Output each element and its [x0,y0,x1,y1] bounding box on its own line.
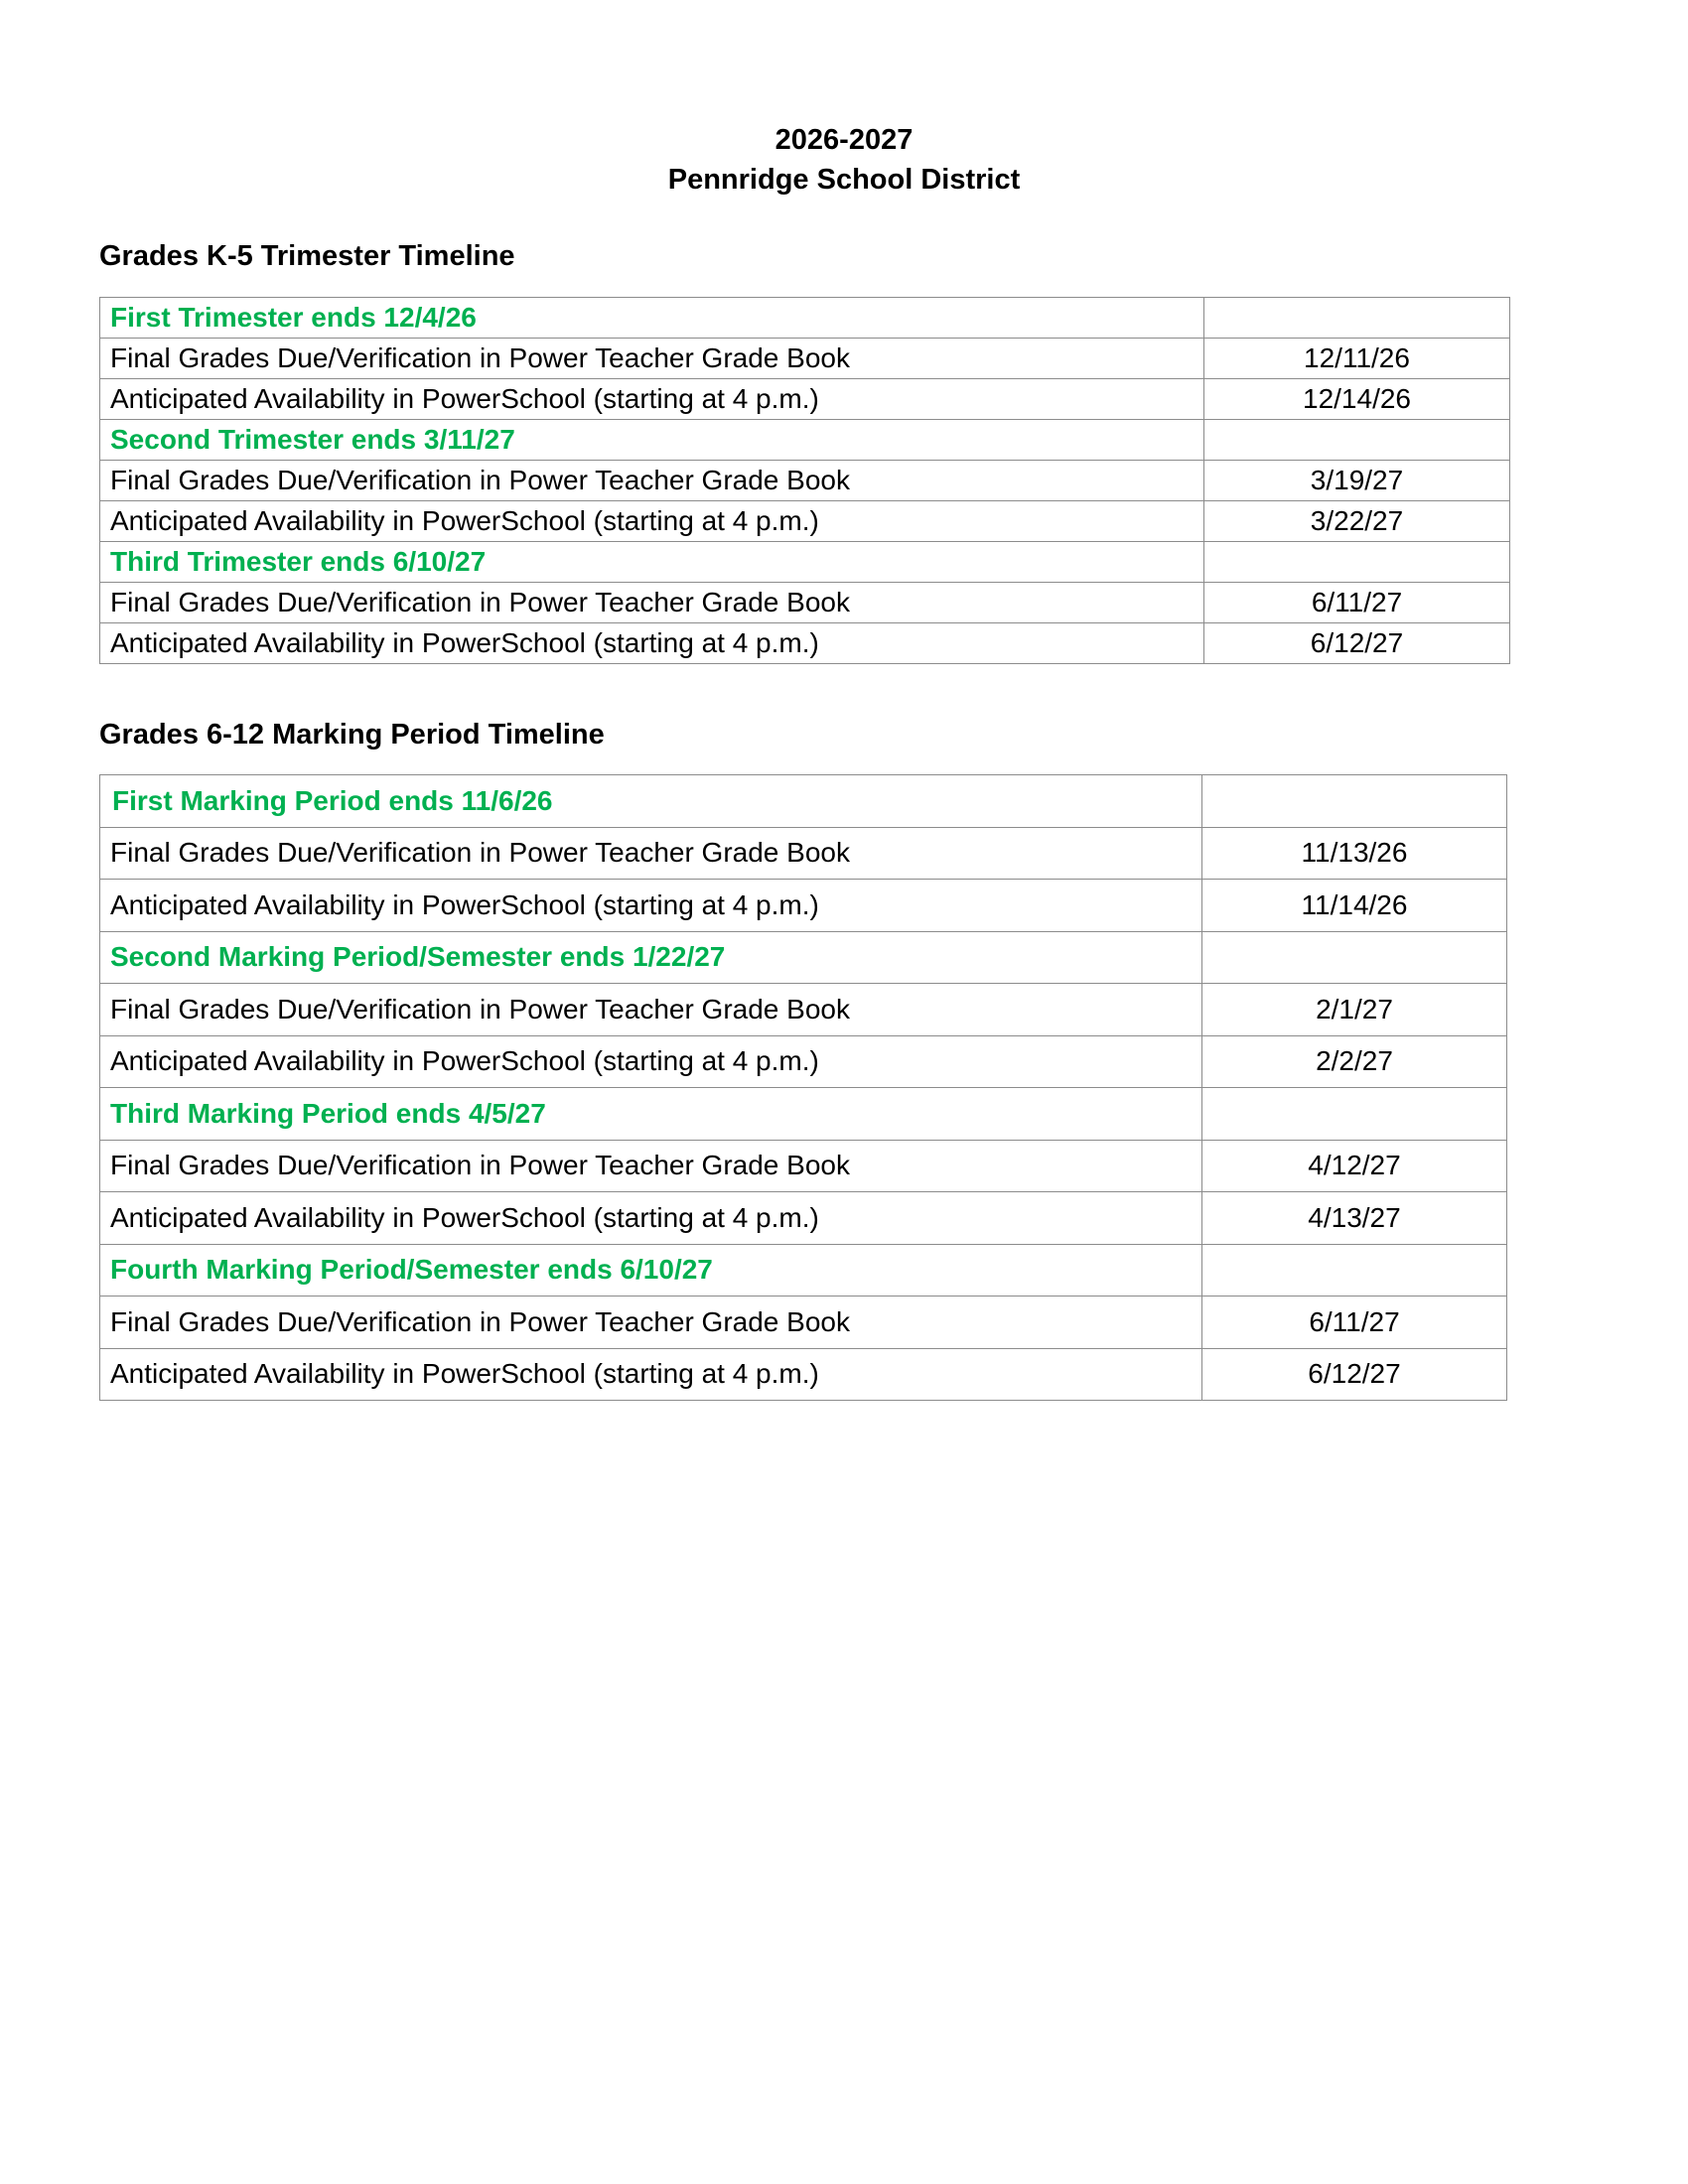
row-label: Final Grades Due/Verification in Power Teacher Grade Book [100,461,1204,501]
date-cell [1202,775,1507,828]
period-row [100,775,1507,828]
table-row [100,1140,1507,1192]
date-cell: 4/13/27 [1202,1192,1507,1245]
table-row [100,379,1510,420]
table-row [100,984,1507,1036]
date-cell [1204,298,1510,339]
period-row [100,420,1510,461]
grades-6-12-section-heading: Grades 6-12 Marking Period Timeline [99,719,605,751]
table-row [100,827,1507,880]
table-row [100,1192,1507,1245]
date-cell: 11/13/26 [1202,827,1507,880]
table-row [100,583,1510,623]
school-year-title: 2026-2027 [774,124,914,156]
date-cell [1204,542,1510,583]
date-cell: 6/11/27 [1204,583,1510,623]
date-cell [1202,1088,1507,1141]
period-row [100,931,1507,984]
page-header [0,120,1688,200]
district-title: Pennridge School District [667,164,1021,196]
date-cell: 2/1/27 [1202,984,1507,1036]
period-label: First Marking Period ends 11/6/26 [100,775,1202,828]
row-label: Final Grades Due/Verification in Power Teacher Grade Book [100,1297,1202,1349]
period-row [100,1244,1507,1297]
row-label: Final Grades Due/Verification in Power Teacher Grade Book [100,1140,1202,1192]
period-row [100,298,1510,339]
table-row [100,339,1510,379]
table-row [100,1348,1507,1401]
row-label: Final Grades Due/Verification in Power Teacher Grade Book [100,827,1202,880]
row-label: Final Grades Due/Verification in Power Teacher Grade Book [100,339,1204,379]
period-row [100,542,1510,583]
date-cell: 6/12/27 [1202,1348,1507,1401]
table-row [100,501,1510,542]
row-label: Final Grades Due/Verification in Power Teacher Grade Book [100,583,1204,623]
table-row [100,880,1507,932]
row-label: Anticipated Availability in PowerSchool (starting at 4 p.m.) [100,1192,1202,1245]
date-cell: 12/14/26 [1204,379,1510,420]
row-label: Anticipated Availability in PowerSchool (starting at 4 p.m.) [100,379,1204,420]
row-label: Anticipated Availability in PowerSchool (starting at 4 p.m.) [100,501,1204,542]
period-label: Second Marking Period/Semester ends 1/22/27 [100,931,1202,984]
table-row [100,623,1510,664]
date-cell: 2/2/27 [1202,1035,1507,1088]
date-cell: 12/11/26 [1204,339,1510,379]
period-label: First Trimester ends 12/4/26 [100,298,1204,339]
date-cell [1202,931,1507,984]
k5-trimester-table [99,297,1510,664]
row-label: Anticipated Availability in PowerSchool (starting at 4 p.m.) [100,880,1202,932]
date-cell [1202,1244,1507,1297]
period-label: Fourth Marking Period/Semester ends 6/10/27 [100,1244,1202,1297]
k5-section-heading: Grades K-5 Trimester Timeline [99,240,515,272]
period-label: Second Trimester ends 3/11/27 [100,420,1204,461]
table-row [100,1035,1507,1088]
date-cell [1204,420,1510,461]
period-label: Third Trimester ends 6/10/27 [100,542,1204,583]
period-row [100,1088,1507,1141]
date-cell: 11/14/26 [1202,880,1507,932]
table-row [100,461,1510,501]
grades-6-12-marking-period-table [99,774,1507,1401]
row-label: Final Grades Due/Verification in Power Teacher Grade Book [100,984,1202,1036]
period-label: Third Marking Period ends 4/5/27 [100,1088,1202,1141]
row-label: Anticipated Availability in PowerSchool (starting at 4 p.m.) [100,623,1204,664]
date-cell: 6/11/27 [1202,1297,1507,1349]
date-cell: 6/12/27 [1204,623,1510,664]
row-label: Anticipated Availability in PowerSchool (starting at 4 p.m.) [100,1348,1202,1401]
date-cell: 4/12/27 [1202,1140,1507,1192]
row-label: Anticipated Availability in PowerSchool (starting at 4 p.m.) [100,1035,1202,1088]
date-cell: 3/19/27 [1204,461,1510,501]
table-row [100,1297,1507,1349]
date-cell: 3/22/27 [1204,501,1510,542]
